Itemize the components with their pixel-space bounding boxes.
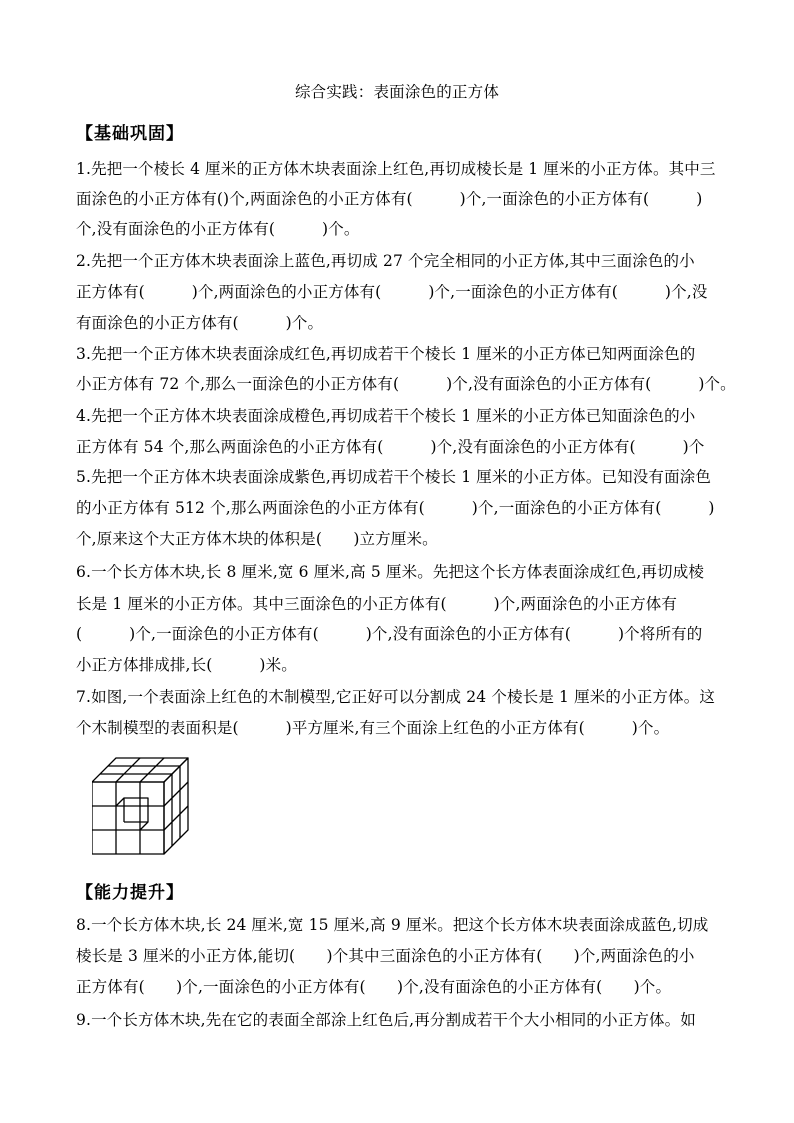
question-3-line-1: 3.先把一个正方体木块表面涂成红色,再切成若干个棱长 1 厘米的小正方体已知两面涂色的 — [76, 345, 696, 363]
question-6-line-1: 6.一个长方体木块,长 8 厘米,宽 6 厘米,高 5 厘米。先把这个长方体表面涂成红色,再切成棱 — [76, 563, 704, 581]
question-4-line-2: 正方体有 54 个,那么两面涂色的小正方体有( )个,没有面涂色的小正方体有( )个 — [76, 438, 705, 456]
question-1-line-2: 面涂色的小正方体有()个,两面涂色的小正方体有( )个,一面涂色的小正方体有( ) — [76, 190, 703, 208]
page-title: 综合实践：表面涂色的正方体 — [294, 83, 500, 101]
question-7-line-2: 个木制模型的表面积是( )平方厘米,有三个面涂上红色的小正方体有( )个。 — [76, 719, 670, 737]
question-5-line-1: 5.先把一个正方体木块表面涂成紫色,再切成若干个棱长 1 厘米的小正方体。已知没有面涂色 — [76, 468, 712, 486]
question-8-line-2: 棱长是 3 厘米的小正方体,能切( )个其中三面涂色的小正方体有( )个,两面涂色的小 — [76, 947, 695, 965]
question-3-line-2: 小正方体有 72 个,那么一面涂色的小正方体有( )个,没有面涂色的小正方体有( )个。 — [76, 375, 736, 393]
question-1-line-1: 1.先把一个棱长 4 厘米的正方体木块表面涂上红色,再切成棱长是 1 厘米的小正方体。其中三 — [76, 160, 716, 178]
question-6-line-3: ( )个,一面涂色的小正方体有( )个,没有面涂色的小正方体有( )个将所有的 — [76, 625, 703, 643]
question-5-line-3: 个,原来这个大正方体木块的体积是( )立方厘米。 — [76, 530, 438, 548]
question-4-line-1: 4.先把一个正方体木块表面涂成橙色,再切成若干个棱长 1 厘米的小正方体已知面涂色的小 — [76, 407, 696, 425]
question-8-line-1: 8.一个长方体木块,长 24 厘米,宽 15 厘米,高 9 厘米。把这个长方体木块表面涂成蓝色,切成 — [76, 916, 709, 934]
question-6-line-2: 长是 1 厘米的小正方体。其中三面涂色的小正方体有( )个,两面涂色的小正方体有 — [76, 595, 678, 613]
section-heading-advanced: 【能力提升】 — [76, 883, 184, 903]
section-heading-basic: 【基础巩固】 — [76, 124, 184, 144]
question-9-line-1: 9.一个长方体木块,先在它的表面全部涂上红色后,再分割成若干个大小相同的小正方体。如 — [76, 1011, 696, 1029]
question-1-line-3: 个,没有面涂色的小正方体有( )个。 — [76, 220, 360, 238]
question-6-line-4: 小正方体排成排,长( )米。 — [76, 656, 297, 674]
question-2-line-2: 正方体有( )个,两面涂色的小正方体有( )个,一面涂色的小正方体有( )个,没 — [76, 283, 708, 301]
question-7-line-1: 7.如图,一个表面涂上红色的木制模型,它正好可以分割成 24 个棱长是 1 厘米的小正方体。这 — [76, 688, 715, 706]
question-5-line-2: 的小正方体有 512 个,那么两面涂色的小正方体有( )个,一面涂色的小正方体有( ) — [76, 499, 715, 517]
cube-model-figure — [92, 752, 192, 862]
question-8-line-3: 正方体有( )个,一面涂色的小正方体有( )个,没有面涂色的小正方体有( )个。 — [76, 978, 672, 996]
question-2-line-1: 2.先把一个正方体木块表面涂上蓝色,再切成 27 个完全相同的小正方体,其中三面涂色的小 — [76, 252, 695, 270]
question-2-line-3: 有面涂色的小正方体有( )个。 — [76, 314, 324, 332]
